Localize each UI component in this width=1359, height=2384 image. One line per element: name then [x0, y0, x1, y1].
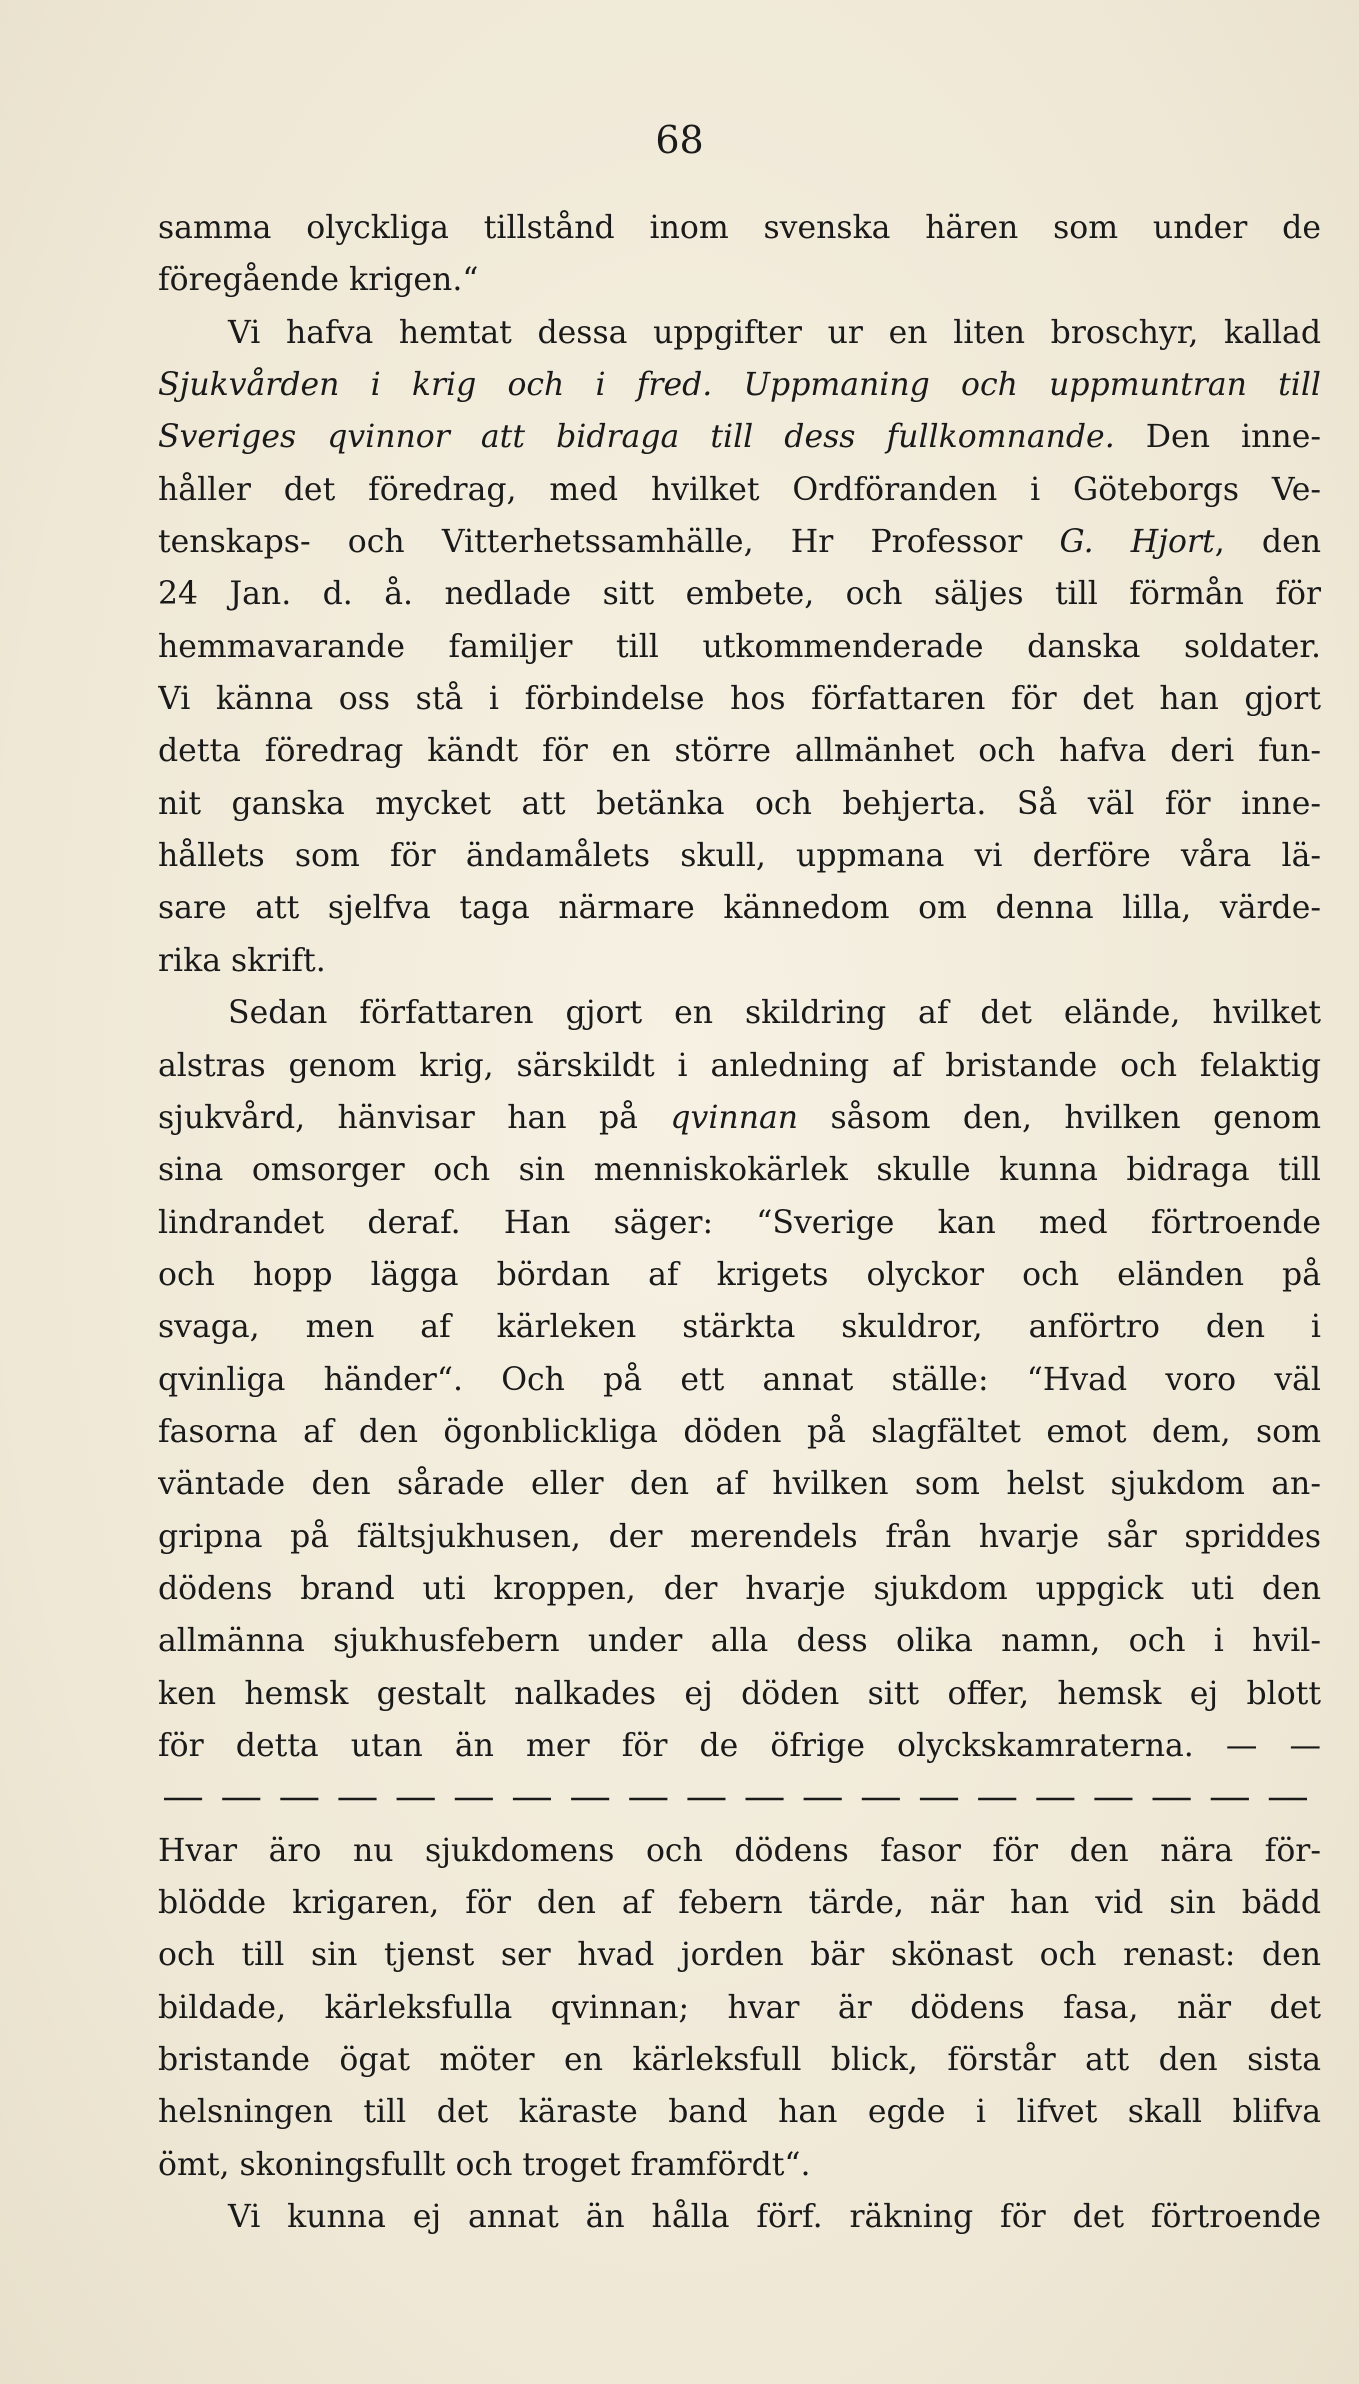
text-line: [158, 778, 1321, 830]
text-line-content: ken hemsk gestalt nalkades ej döden sitt offer, hemsk ej blott: [158, 1675, 1321, 1712]
text-line-content: och hopp lägga bördan af krigets olyckor och eländen på: [158, 1256, 1321, 1293]
text-line-content: ömt, skoningsfullt och troget framfördt“.: [158, 2146, 811, 2183]
text-line-content: hållets som för ändamålets skull, uppmana vi derföre våra lä-: [158, 838, 1321, 875]
text-line-content: helsningen till det käraste band han egde i lifvet skall blifva: [158, 2094, 1321, 2131]
text-line-content: bristande ögat möter en kärleksfull blick, förstår att den sista: [158, 2042, 1321, 2079]
text-line: [158, 1720, 1321, 1772]
text-line: [158, 1354, 1321, 1406]
text-line: [158, 882, 1321, 934]
body-text: [158, 202, 1321, 2243]
text-line: [158, 1563, 1321, 1615]
text-line-italic: G. Hjort: [1059, 524, 1215, 561]
text-line: [158, 621, 1321, 673]
text-line-content: tenskaps- och Vitterhetssamhälle, Hr Professor: [158, 524, 1060, 561]
text-line-content: allmänna sjukhusfebern under alla dess olika namn, och i hvil-: [158, 1623, 1321, 1660]
text-line-content: bildade, kärleksfulla qvinnan; hvar är dödens fasa, när det: [158, 1989, 1321, 2026]
text-line: [158, 1406, 1321, 1458]
text-line: [158, 254, 1321, 306]
text-line: [158, 516, 1321, 568]
text-line: [158, 1040, 1321, 1092]
text-line-content: fasorna af den ögonblickliga döden på slagfältet emot dem, som: [158, 1413, 1321, 1450]
text-line: [158, 2034, 1321, 2086]
text-line: [158, 202, 1321, 254]
text-line-content: lindrandet deraf. Han säger: “Sverige kan med förtroende: [158, 1204, 1321, 1241]
text-line: [158, 1929, 1321, 1981]
text-line-content: väntade den sårade eller den af hvilken som helst sjukdom an-: [158, 1466, 1321, 1503]
text-line-content: blödde krigaren, för den af febern tärde, när han vid sin bädd: [158, 1885, 1321, 1921]
text-line: [158, 2139, 1321, 2191]
text-line-content: dödens brand uti kroppen, der hvarje sjukdom uppgick uti den: [158, 1570, 1321, 1607]
page-number: 68: [655, 118, 704, 162]
text-line-content: Vi hafva hemtat dessa uppgifter ur en liten broschyr, kallad: [228, 314, 1321, 351]
text-line: [158, 1144, 1321, 1196]
text-line-italic: qvinnan: [670, 1099, 799, 1136]
text-line: [158, 1301, 1321, 1353]
text-line-content: svaga, men af kärleken stärkta skuldror, anförtro den i: [158, 1309, 1321, 1346]
text-line-content: Sedan författaren gjort en skildring af det elände, hvilket: [228, 995, 1321, 1032]
text-line: [158, 1825, 1321, 1877]
text-line: [158, 1877, 1321, 1929]
text-line: [158, 2086, 1321, 2138]
text-line-tail: såsom den, hvilken genom: [798, 1099, 1321, 1136]
text-line-content: Hvar äro nu sjukdomens och dödens fasor för den nära för-: [158, 1832, 1321, 1869]
text-line-content: och till sin tjenst ser hvad jorden bär skönast och renast: den: [158, 1937, 1321, 1974]
text-line: [158, 1982, 1321, 2034]
text-line: [158, 1197, 1321, 1249]
text-line-content: samma olyckliga tillstånd inom svenska hären som under de: [158, 210, 1321, 246]
text-line: [158, 1511, 1321, 1563]
text-line-content: 24 Jan. d. å. nedlade sitt embete, och säljes till förmån för: [158, 576, 1321, 613]
text-line-content: hemmavarande familjer till utkommenderade danska soldater.: [158, 628, 1321, 665]
text-line-content: Vi känna oss stå i förbindelse hos författaren för det han gjort: [158, 681, 1321, 718]
text-line: [158, 568, 1321, 620]
text-line-tail: , den: [1214, 524, 1321, 561]
text-line-content: gripna på fältsjukhusen, der merendels från hvarje sår spriddes: [158, 1518, 1321, 1555]
text-line: [158, 987, 1321, 1039]
text-line-tail: Den inne-: [1114, 419, 1321, 456]
text-line-content: för detta utan än mer för de öfrige olyckskamraterna. — —: [158, 1727, 1321, 1764]
text-line: [158, 1615, 1321, 1667]
text-line-content: detta föredrag kändt för en större allmänhet och hafva deri fun-: [158, 733, 1321, 770]
text-line-content: nit ganska mycket att betänka och behjerta. Så väl för inne-: [158, 785, 1321, 822]
text-line-content: sare att sjelfva taga närmare kännedom om denna lilla, värde-: [158, 890, 1321, 927]
text-line: [158, 464, 1321, 516]
text-line: [158, 2191, 1321, 2243]
text-line: [158, 830, 1321, 882]
text-line-content: föregående krigen.“: [158, 262, 479, 299]
text-line-content: rika skrift.: [158, 942, 326, 979]
text-line-content: Vi kunna ej annat än hålla förf. räkning för det förtroende: [228, 2199, 1321, 2236]
text-line-content: qvinliga händer“. Och på ett annat ställe: “Hvad voro väl: [158, 1361, 1321, 1398]
text-line: [158, 725, 1321, 777]
text-line-content: håller det föredrag, med hvilket Ordföranden i Göteborgs Ve-: [158, 471, 1321, 508]
text-line: [158, 359, 1321, 411]
text-line-content: Sjukvården i krig och i fred. Uppmaning och uppmuntran till: [158, 367, 1321, 404]
text-line: [158, 1092, 1321, 1144]
dash-separator: [158, 1772, 1321, 1824]
text-line: [158, 935, 1321, 987]
text-line-content: alstras genom krig, särskildt i anledning af bristande och felaktig: [158, 1047, 1321, 1084]
text-line-content: Sveriges qvinnor att bidraga till dess fullkomnande.: [158, 419, 1115, 456]
text-line-content: sjukvård, hänvisar han på: [158, 1099, 671, 1136]
text-line: [158, 411, 1321, 463]
text-line: [158, 1668, 1321, 1720]
text-line: [158, 1249, 1321, 1301]
text-line: [158, 307, 1321, 359]
text-line-content: sina omsorger och sin menniskokärlek skulle kunna bidraga till: [158, 1152, 1321, 1189]
text-line: [158, 673, 1321, 725]
text-line: [158, 1458, 1321, 1510]
